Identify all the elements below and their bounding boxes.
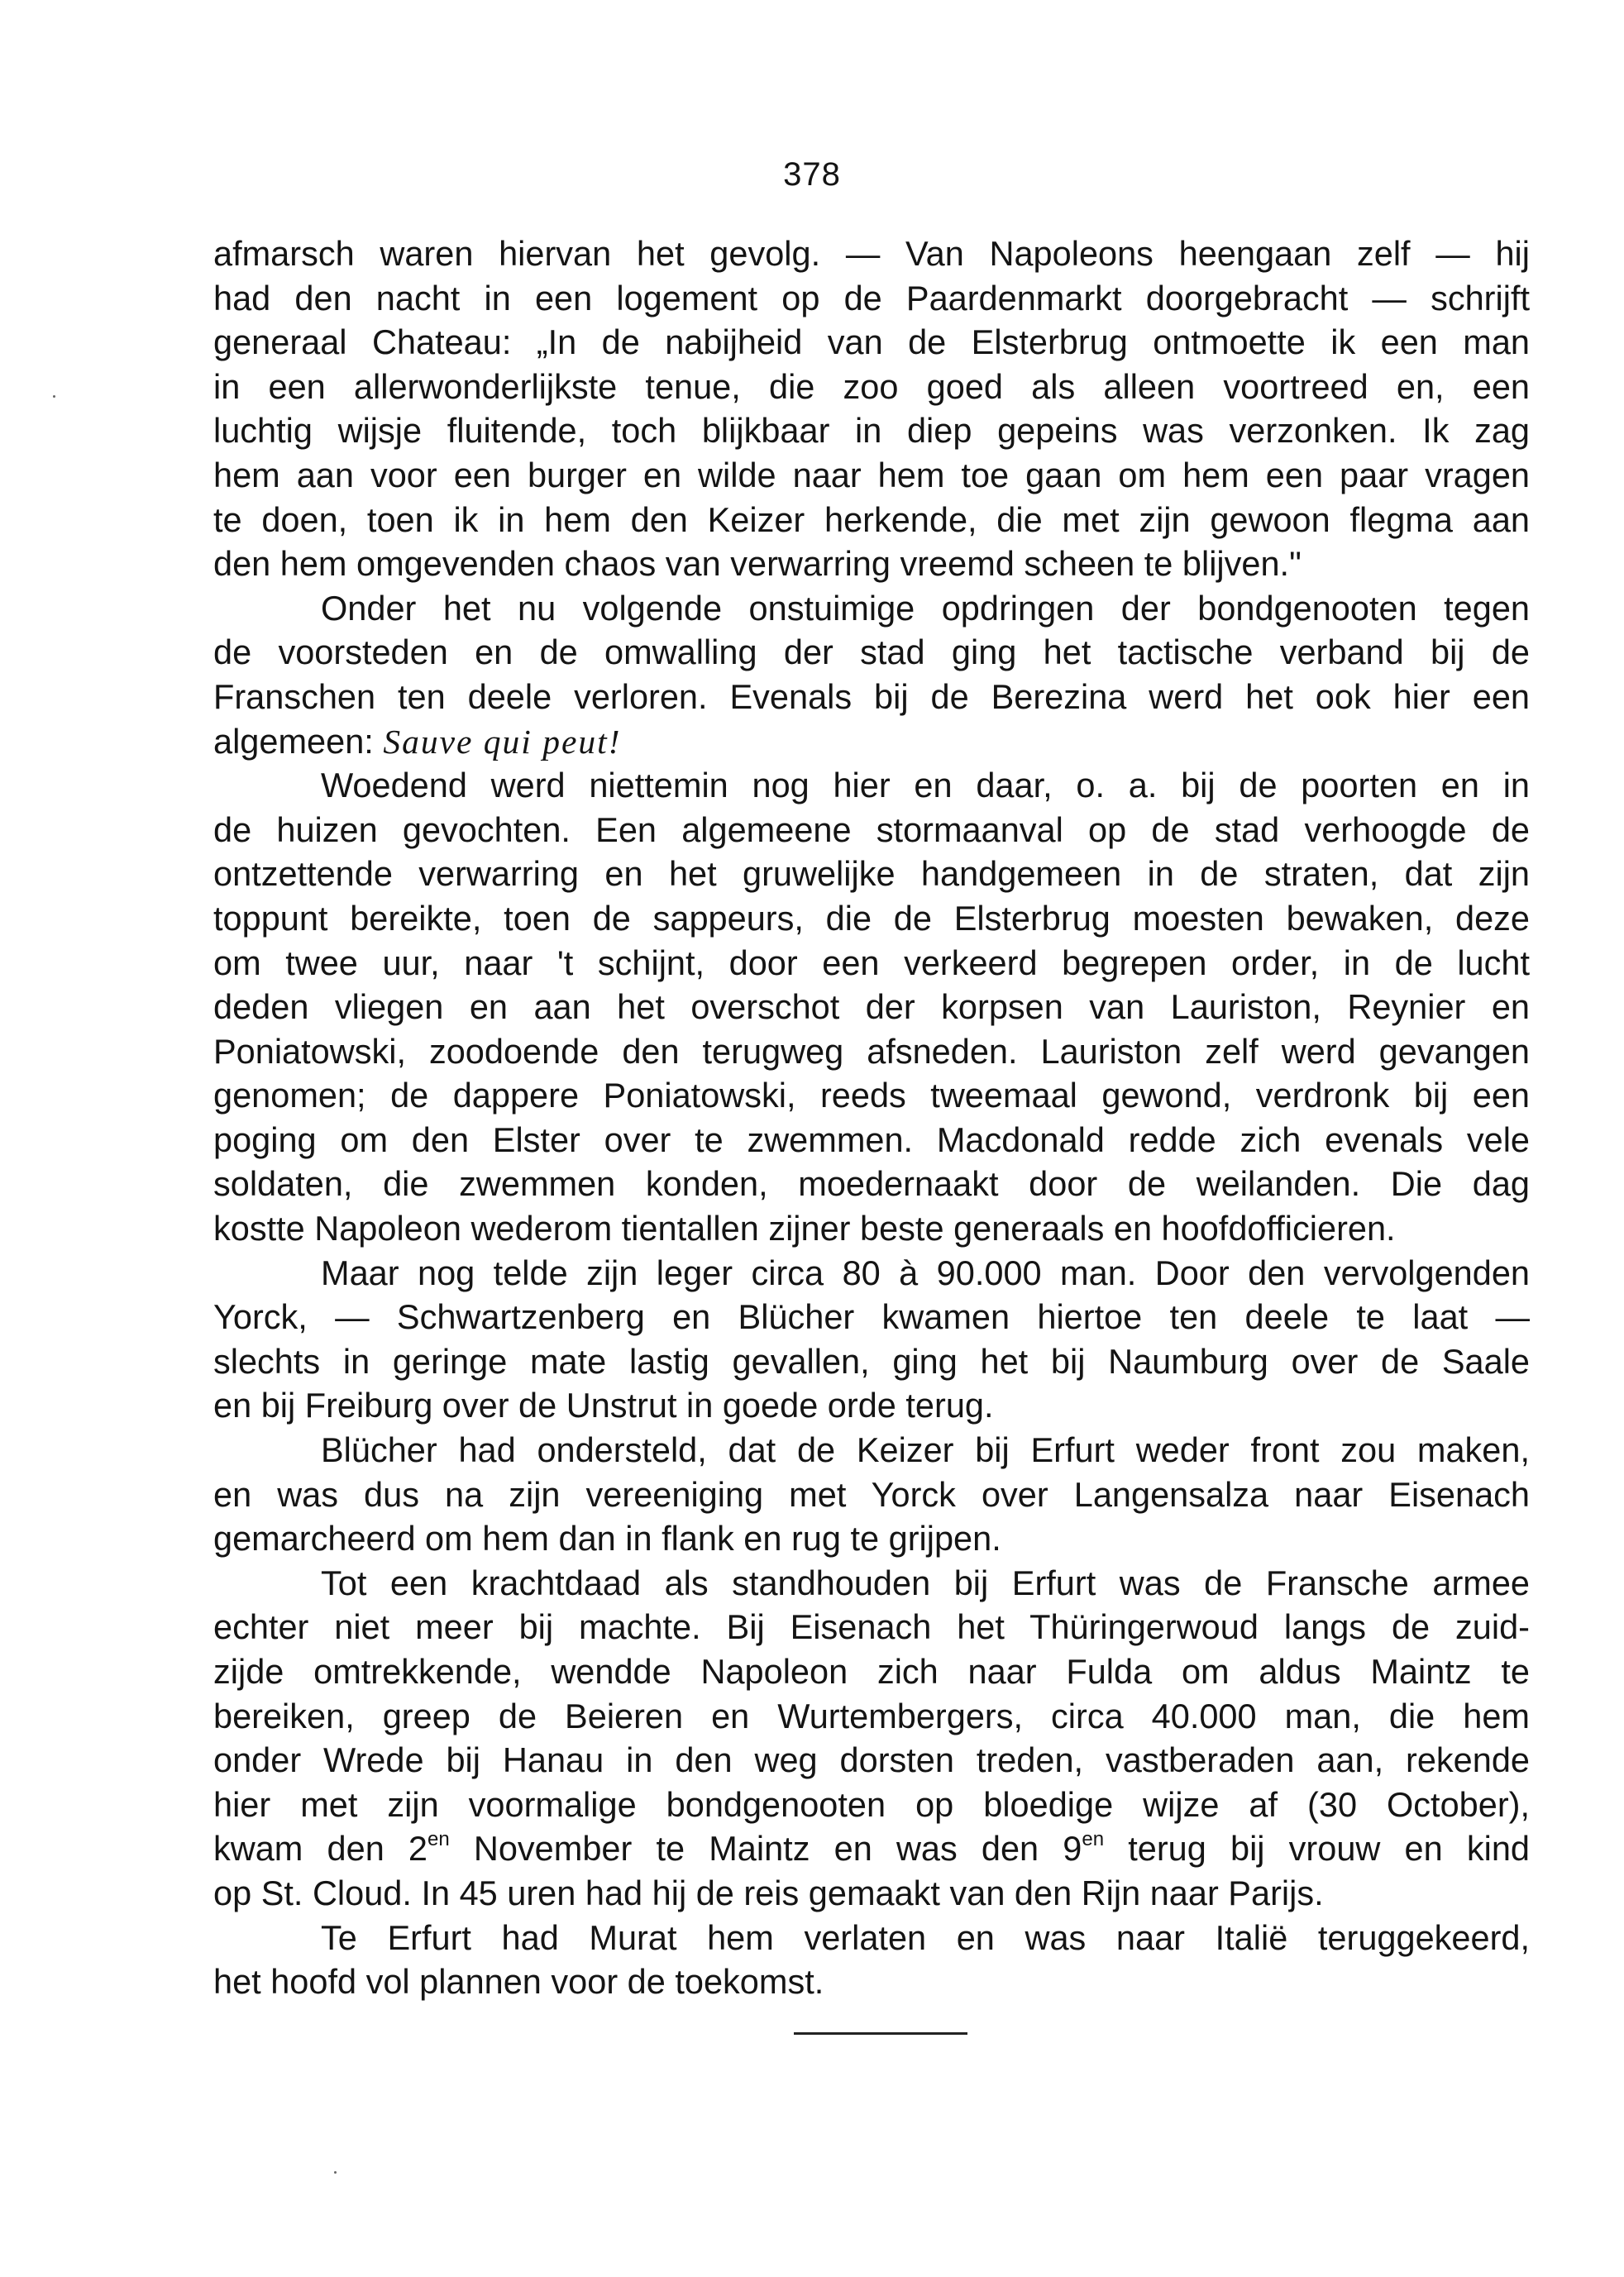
text-line: toppunt bereikte, toen de sappeurs, die de Elsterbrug moesten bewaken, deze [213, 898, 1530, 938]
text-line: poging om den Elster over te zwemmen. Macdonald redde zich evenals vele [213, 1119, 1530, 1159]
text-line: de huizen gevochten. Een algemeene stormaanval op de stad verhoogde de [213, 809, 1530, 849]
text-line: kostte Napoleon wederom tientallen zijner beste generaals en hoofdofficieren. [213, 1209, 1396, 1248]
page-number: 378 [783, 156, 841, 193]
text-line-with-italic [213, 719, 1530, 764]
text-line: Franschen ten deele verloren. Evenals bij de Berezina werd het ook hier een [213, 676, 1530, 716]
text-line: Yorck, — Schwartzenberg en Blücher kwamen hiertoe ten deele te laat — [213, 1297, 1530, 1337]
text-line: de voorsteden en de omwalling der stad ging het tactische verband bij de [213, 632, 1530, 672]
paragraph-start-line: Blücher had ondersteld, dat de Keizer bij Erfurt weder front zou maken, [321, 1430, 1530, 1470]
paragraph-start-line: Tot een krachtdaad als standhouden bij Erfurt was de Fransche armee [321, 1563, 1530, 1602]
text-line: het hoofd vol plannen voor de toekomst. [213, 1962, 824, 2002]
text-line: afmarsch waren hiervan het gevolg. — Van Napoleons heengaan zelf — hij [213, 234, 1530, 273]
body-text [213, 232, 1530, 2004]
text-line: ontzettende verwarring en het gruwelijke handgemeen in de straten, dat zijn [213, 854, 1530, 894]
text-line: zijde omtrekkende, wendde Napoleon zich naar Fulda om aldus Maintz te [213, 1652, 1530, 1691]
text-line: hem aan voor een burger en wilde naar hem toe gaan om hem een paar vragen [213, 455, 1530, 494]
text-line: hier met zijn voormalige bondgenooten op bloedige wijze af (30 October), [213, 1784, 1530, 1824]
section-end-rule [794, 2032, 967, 2035]
text-line: in een allerwonderlijkste tenue, die zoo goed als alleen voortreed en, een [213, 366, 1530, 406]
text-line: om twee uur, naar 't schijnt, door een verkeerd begrepen order, in de lucht [213, 943, 1530, 982]
text-fragment: terug bij vrouw en kind [1104, 1829, 1530, 1869]
text-line: op St. Cloud. In 45 uren had hij de reis gemaakt van den Rijn naar Parijs. [213, 1873, 1324, 1912]
text-fragment: November te Maintz en was den 9 [449, 1829, 1082, 1869]
text-line: en was dus na zijn vereeniging met Yorck over Langensalza naar Eisenach [213, 1474, 1530, 1514]
text-line: had den nacht in een logement op de Paardenmarkt doorgebracht — schrijft [213, 278, 1530, 317]
text-line: bereiken, greep de Beieren en Wurtembergers, circa 40.000 man, die hem [213, 1696, 1530, 1735]
text-line: generaal Chateau: „In de nabijheid van de Elsterbrug ontmoette ik een man [213, 322, 1530, 362]
superscript: en [1082, 1828, 1105, 1851]
text-line: soldaten, die zwemmen konden, moedernaakt door de weilanden. Die dag [213, 1164, 1530, 1204]
text-line: en bij Freiburg over de Unstrut in goede orde terug. [213, 1386, 994, 1425]
paragraph-start-line: Maar nog telde zijn leger circa 80 à 90.000 man. Door den vervolgenden [321, 1253, 1530, 1292]
text-line: echter niet meer bij machte. Bij Eisenach het Thüringerwoud langs de zuid- [213, 1607, 1530, 1647]
text-line: den hem omgevenden chaos van verwarring vreemd scheen te blijven." [213, 544, 1302, 584]
text-line: genomen; de dappere Poniatowski, reeds tweemaal gewond, verdronk bij een [213, 1076, 1530, 1115]
text-fragment: kwam den 2 [213, 1829, 428, 1869]
text-line: te doen, toen ik in hem den Keizer herkende, die met zijn gewoon flegma aan [213, 499, 1530, 539]
text-line: onder Wrede bij Hanau in den weg dorsten treden, vastberaden aan, rekende [213, 1740, 1530, 1780]
text-line-with-superscripts [213, 1826, 1530, 1871]
paragraph-start-line: Onder het nu volgende onstuimige opdringen der bondgenooten tegen [321, 588, 1530, 628]
text-line: deden vliegen en aan het overschot der korpsen van Lauriston, Reynier en [213, 987, 1530, 1027]
scan-speck [334, 2171, 337, 2174]
text-line: Poniatowski, zoodoende den terugweg afsneden. Lauriston zelf werd gevangen [213, 1031, 1530, 1071]
italic-phrase: Sauve qui peut! [383, 722, 622, 761]
scan-speck [53, 395, 55, 398]
superscript: en [427, 1828, 450, 1851]
text-fragment: algemeen: [213, 721, 374, 761]
text-line: slechts in geringe mate lastig gevallen, ging het bij Naumburg over de Saale [213, 1341, 1530, 1381]
text-line: gemarcheerd om hem dan in flank en rug te grijpen. [213, 1519, 1001, 1559]
paragraph-start-line: Woedend werd niettemin nog hier en daar, o. a. bij de poorten en in [321, 766, 1530, 805]
paragraph-start-line: Te Erfurt had Murat hem verlaten en was naar Italië teruggekeerd, [321, 1917, 1530, 1957]
text-line: luchtig wijsje fluitende, toch blijkbaar in diep gepeins was verzonken. Ik zag [213, 411, 1530, 451]
